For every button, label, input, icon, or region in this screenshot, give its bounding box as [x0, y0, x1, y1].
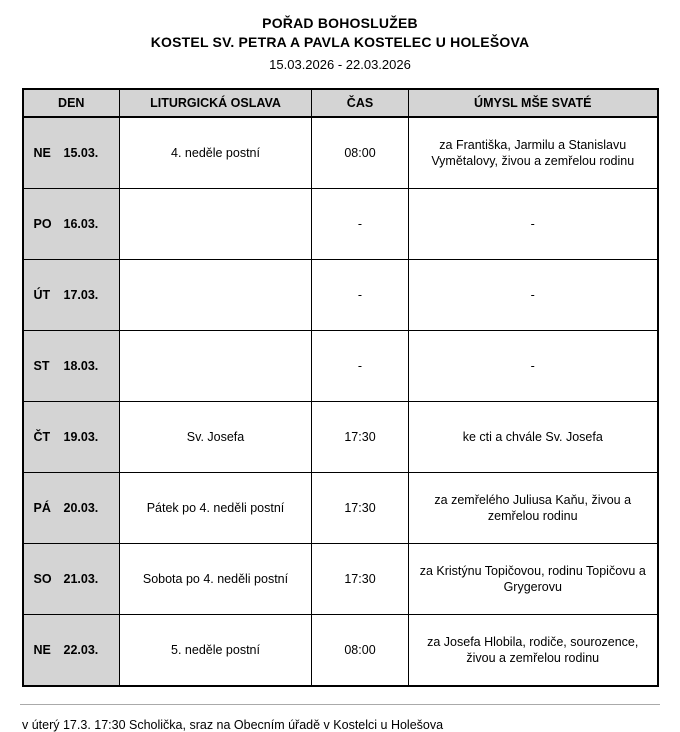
day-code: ÚT	[33, 288, 51, 302]
day-date: 19.03.	[63, 430, 99, 444]
row-day-cell	[23, 544, 120, 615]
row-liturgy-cell: Pátek po 4. neděli postní	[120, 473, 312, 544]
row-intent-cell: -	[409, 331, 658, 402]
row-liturgy-cell: 5. neděle postní	[120, 615, 312, 687]
row-time-cell: 17:30	[312, 544, 409, 615]
table-row	[23, 544, 658, 615]
row-liturgy-cell: Sobota po 4. neděli postní	[120, 544, 312, 615]
row-day-cell	[23, 260, 120, 331]
date-range: 15.03.2026 - 22.03.2026	[269, 57, 411, 72]
row-intent-cell: ke cti a chvále Sv. Josefa	[409, 402, 658, 473]
day-date: 16.03.	[63, 217, 99, 231]
row-intent-cell: -	[409, 189, 658, 260]
row-time-cell: -	[312, 331, 409, 402]
day-date: 18.03.	[63, 359, 99, 373]
day-date: 17.03.	[63, 288, 99, 302]
day-code: NE	[33, 146, 51, 160]
table-row	[23, 117, 658, 189]
day-code: ČT	[33, 430, 51, 444]
table-row	[23, 260, 658, 331]
table-header-row	[23, 89, 658, 117]
row-liturgy-cell	[120, 189, 312, 260]
day-date: 21.03.	[63, 572, 99, 586]
row-intent-cell: za zemřelého Juliusa Kaňu, živou a zemřelou rodinu	[409, 473, 658, 544]
day-code: SO	[33, 572, 52, 586]
document-header	[0, 0, 680, 75]
row-day-cell	[23, 402, 120, 473]
footnote	[20, 704, 660, 732]
row-intent-cell: za Františka, Jarmilu a Stanislavu Vymětalovy, živou a zemřelou rodinu	[409, 117, 658, 189]
page-title: POŘAD BOHOSLUŽEB	[262, 15, 418, 31]
row-time-cell: 17:30	[312, 473, 409, 544]
day-code: NE	[33, 643, 51, 657]
column-header-day: DEN	[23, 89, 120, 117]
row-liturgy-cell: 4. neděle postní	[120, 117, 312, 189]
row-day-cell	[23, 189, 120, 260]
table-row	[23, 402, 658, 473]
footnote-text: v úterý 17.3. 17:30 Scholička, sraz na Obecním úřadě v Kostelci u Holešova	[22, 718, 444, 732]
row-day-cell	[23, 331, 120, 402]
day-code: PO	[33, 217, 52, 231]
row-liturgy-cell	[120, 260, 312, 331]
row-time-cell: -	[312, 189, 409, 260]
schedule-table	[22, 88, 659, 687]
day-code: PÁ	[33, 501, 51, 515]
row-time-cell: 08:00	[312, 117, 409, 189]
day-code: ST	[33, 359, 50, 373]
day-date: 20.03.	[63, 501, 99, 515]
column-header-time: ČAS	[312, 89, 409, 117]
row-day-cell	[23, 473, 120, 544]
row-intent-cell: za Josefa Hlobila, rodiče, sourozence, živou a zemřelou rodinu	[409, 615, 658, 687]
row-time-cell: 17:30	[312, 402, 409, 473]
row-intent-cell: -	[409, 260, 658, 331]
table-row	[23, 615, 658, 687]
table-body	[23, 117, 658, 686]
day-date: 22.03.	[63, 643, 99, 657]
row-time-cell: 08:00	[312, 615, 409, 687]
row-liturgy-cell: Sv. Josefa	[120, 402, 312, 473]
page-subtitle: KOSTEL SV. PETRA A PAVLA KOSTELEC U HOLEŠOVA	[150, 34, 530, 50]
row-time-cell: -	[312, 260, 409, 331]
row-liturgy-cell	[120, 331, 312, 402]
table-row	[23, 189, 658, 260]
day-date: 15.03.	[63, 146, 99, 160]
table-row	[23, 473, 658, 544]
row-day-cell	[23, 615, 120, 687]
row-intent-cell: za Kristýnu Topičovou, rodinu Topičovu a Grygerovu	[409, 544, 658, 615]
column-header-liturgy: LITURGICKÁ OSLAVA	[120, 89, 312, 117]
table-row	[23, 331, 658, 402]
column-header-intent: ÚMYSL MŠE SVATÉ	[409, 89, 658, 117]
row-day-cell	[23, 117, 120, 189]
